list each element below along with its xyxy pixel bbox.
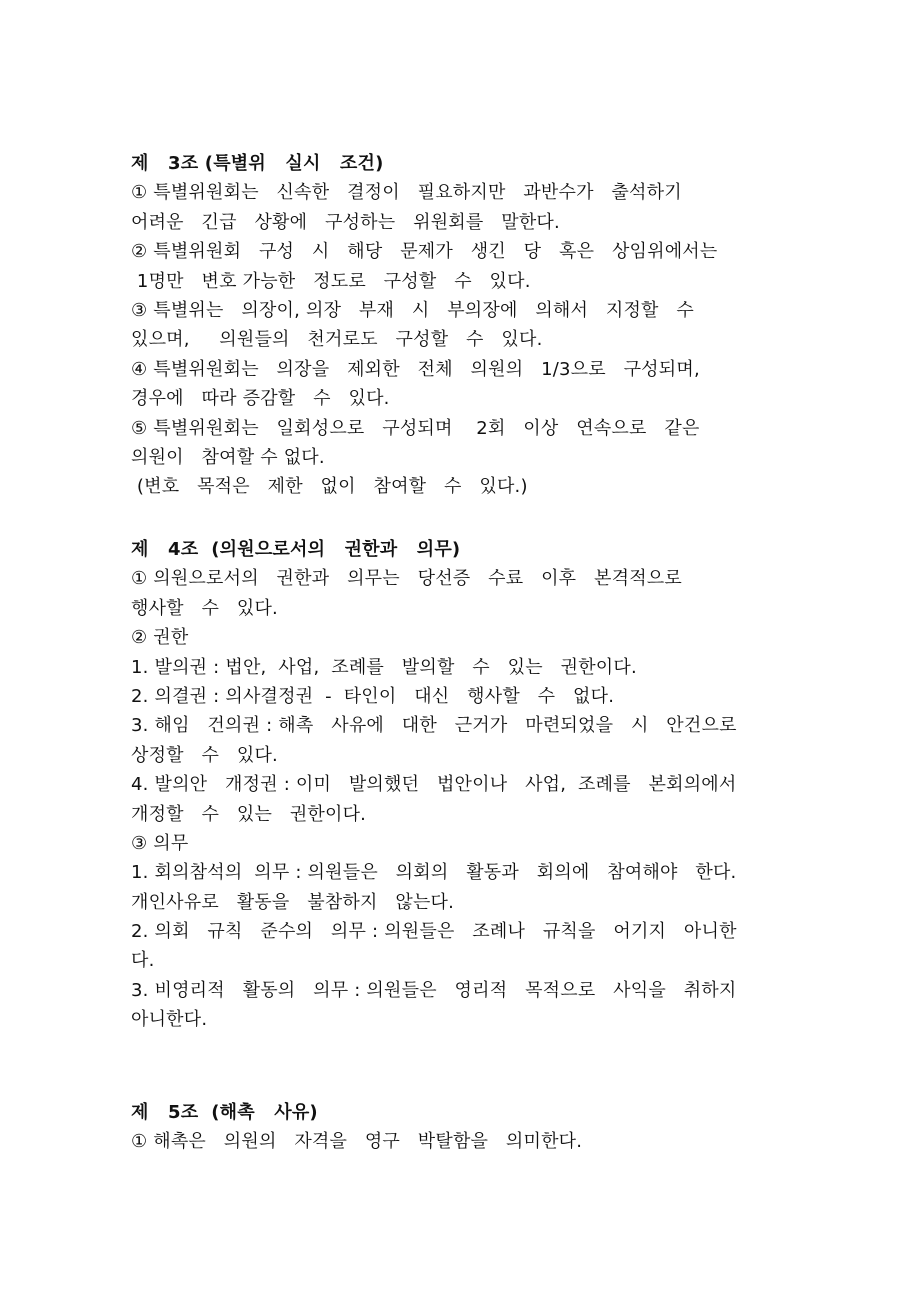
paragraph-line: 있으며, 의원들의 천거로도 구성할 수 있다. (131, 329, 543, 351)
paragraph-line: 1. 발의권 : 법안, 사업, 조례를 발의할 수 있는 권한이다. (131, 656, 637, 678)
paragraph-line: 다. (131, 950, 155, 972)
paragraph-line: 2. 의결권 : 의사결정권 - 타인이 대신 행사할 수 없다. (131, 685, 615, 707)
paragraph-line: ① 특별위원회는 신속한 결정이 필요하지만 과반수가 출석하기 (131, 182, 682, 204)
article-3 (131, 149, 801, 502)
paragraph-line: ③ 특별위는 의장이, 의장 부재 시 부의장에 의해서 지정할 수 (131, 299, 694, 321)
paragraph-line: ① 해촉은 의원의 자격을 영구 박탈함을 의미한다. (131, 1131, 583, 1153)
paragraph-line: ③ 의무 (131, 832, 189, 854)
paragraph-line: 상정할 수 있다. (131, 744, 278, 766)
article-heading: 제 4조 (의원으로서의 권한과 의무) (131, 539, 461, 560)
paragraph-line: 행사할 수 있다. (131, 597, 278, 619)
article-heading: 제 3조 (특별위 실시 조건) (131, 153, 384, 174)
paragraph-line: ② 권한 (131, 627, 189, 649)
paragraph-line: 개정할 수 있는 권한이다. (131, 803, 367, 825)
paragraph-line: 4. 발의안 개정권 : 이미 발의했던 법안이나 사업, 조례를 본회의에서 (131, 774, 737, 796)
paragraph-line: 3. 해임 건의권 : 해촉 사유에 대한 근거가 마련되었을 시 안건으로 (131, 715, 737, 737)
paragraph-line: ⑤ 특별위원회는 일회성으로 구성되며 2회 이상 연속으로 같은 (131, 417, 700, 439)
paragraph-line: ② 특별위원회 구성 시 해당 문제가 생긴 당 혹은 상임위에서는 (131, 241, 718, 263)
paragraph-line: 의원이 참여할 수 없다. (131, 446, 325, 468)
article-4 (131, 535, 801, 1035)
paragraph-line: 개인사유로 활동을 불참하지 않는다. (131, 891, 455, 913)
paragraph-line: 1명만 변호 가능한 정도로 구성할 수 있다. (131, 270, 531, 292)
paragraph-line: 경우에 따라 증감할 수 있다. (131, 388, 390, 410)
article-heading: 제 5조 (해촉 사유) (131, 1102, 318, 1123)
paragraph-line: 아니한다. (131, 1009, 208, 1031)
paragraph-line: 어려운 긴급 상황에 구성하는 위원회를 말한다. (131, 211, 560, 233)
paragraph-line: 2. 의회 규칙 준수의 의무 : 의원들은 조례나 규칙을 어기지 아니한 (131, 921, 737, 943)
paragraph-line: ④ 특별위원회는 의장을 제외한 전체 의원의 1/3으로 구성되며, (131, 358, 700, 380)
paragraph-line: ① 의원으로서의 권한과 의무는 당선증 수료 이후 본격적으로 (131, 568, 682, 590)
paragraph-line: 1. 회의참석의 의무 : 의원들은 의회의 활동과 회의에 참여해야 한다. (131, 862, 737, 884)
paragraph-line: (변호 목적은 제한 없이 참여할 수 있다.) (131, 476, 528, 498)
article-5 (131, 1098, 801, 1157)
paragraph-line: 3. 비영리적 활동의 의무 : 의원들은 영리적 목적으로 사익을 취하지 (131, 979, 737, 1001)
